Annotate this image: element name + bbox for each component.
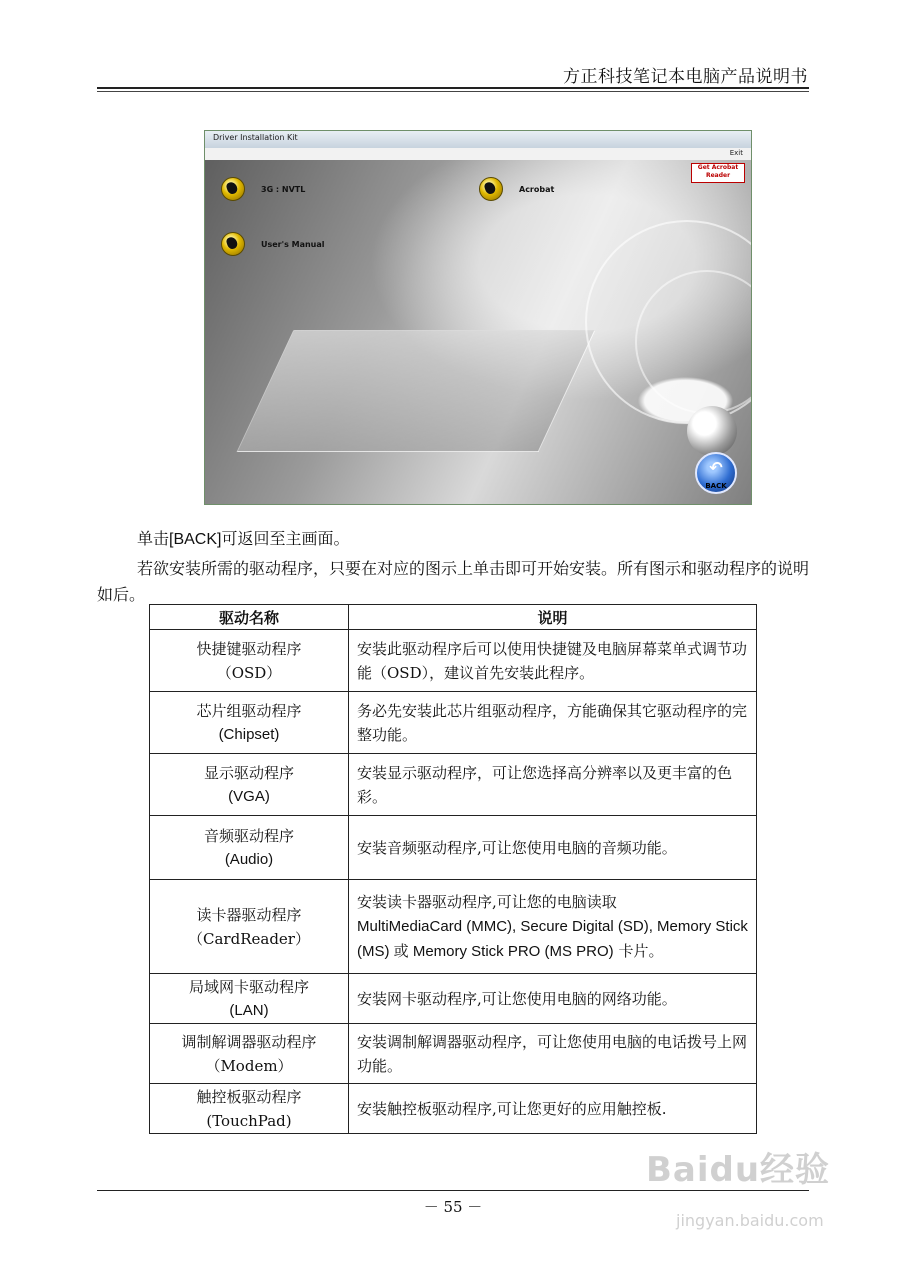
table-row <box>150 692 757 754</box>
back-button-label: BACK <box>705 482 727 490</box>
paragraph-back-instruction <box>137 526 350 553</box>
paragraph-install-instruction: 若欲安装所需的驱动程序，只要在对应的图示上单击即可开始安装。所有图示和驱动程序的说明如后。 <box>97 559 810 604</box>
table-header-cell: 说明 <box>349 605 757 630</box>
globe-icon <box>479 177 503 201</box>
driver-description: 安装网卡驱动程序,可让您使用电脑的网络功能。 <box>349 974 757 1024</box>
driver-name: 音频驱动程序 <box>203 826 294 845</box>
app-item-label: User's Manual <box>261 239 325 249</box>
driver-name: 快捷键驱动程序 <box>196 639 302 658</box>
driver-code: (LAN) <box>229 1001 269 1019</box>
driver-name: 显示驱动程序 <box>203 763 294 782</box>
laptop-graphic <box>237 330 596 452</box>
driver-name-cell <box>150 692 349 754</box>
baidu-watermark <box>646 1150 846 1240</box>
driver-name-cell <box>150 754 349 816</box>
decorative-sphere <box>687 406 737 456</box>
watermark-url: jingyan.baidu.com <box>676 1211 824 1230</box>
table-row <box>150 1084 757 1134</box>
driver-code: (TouchPad) <box>206 1111 292 1130</box>
description-text-en: MultiMediaCard (MMC), Secure Digital (SD), Memory Stick (MS) 或 Memory Stick PRO (MS PRO) <box>357 917 748 960</box>
table-header-cell: 驱动名称 <box>150 605 349 630</box>
driver-code: （OSD） <box>216 663 282 682</box>
driver-name-cell <box>150 1084 349 1134</box>
driver-name-cell <box>150 974 349 1024</box>
driver-code: (Chipset) <box>218 725 280 743</box>
window-titlebar: Driver Installation Kit <box>205 131 751 148</box>
table-row <box>150 974 757 1024</box>
driver-name-cell <box>150 1024 349 1084</box>
driver-description <box>349 880 757 974</box>
description-text: 卡片。 <box>613 941 664 960</box>
header-rule-thin <box>97 91 809 92</box>
driver-name: 触控板驱动程序 <box>196 1087 302 1106</box>
text: 单击 <box>137 529 170 548</box>
globe-icon <box>221 232 245 256</box>
document-header-title: 方正科技笔记本电脑产品说明书 <box>563 67 808 87</box>
window-menubar <box>205 148 751 160</box>
driver-name-cell <box>150 880 349 974</box>
exit-menu-item[interactable]: Exit <box>729 149 743 157</box>
driver-installation-screenshot <box>204 130 752 505</box>
driver-code: （Modem） <box>205 1056 293 1075</box>
acrobat-reader-badge[interactable]: Get Acrobat Reader <box>691 163 745 183</box>
driver-description: 安装触控板驱动程序,可让您更好的应用触控板. <box>349 1084 757 1134</box>
app-item-label: 3G : NVTL <box>261 184 306 194</box>
table-row <box>150 880 757 974</box>
text: 可返回至主画面。 <box>221 529 350 548</box>
back-key-text: [BACK] <box>169 531 222 548</box>
driver-code: (Audio) <box>224 850 274 868</box>
table-row <box>150 754 757 816</box>
driver-name: 局域网卡驱动程序 <box>188 977 309 996</box>
watermark-logo: Baidu经验 <box>646 1150 831 1190</box>
driver-name: 芯片组驱动程序 <box>196 701 302 720</box>
table-row <box>150 816 757 880</box>
driver-description: 安装显示驱动程序，可让您选择高分辨率以及更丰富的色彩。 <box>349 754 757 816</box>
table-row <box>150 630 757 692</box>
globe-icon <box>221 177 245 201</box>
app-item-users-manual[interactable] <box>221 232 325 256</box>
page-number: － 55 － <box>423 1198 483 1216</box>
driver-code: （CardReader） <box>188 929 310 948</box>
app-item-acrobat[interactable] <box>479 177 554 201</box>
driver-description: 安装此驱动程序后可以使用快捷键及电脑屏幕菜单式调节功能（OSD），建议首先安装此程序。 <box>349 630 757 692</box>
driver-description: 安装音频驱动程序,可让您使用电脑的音频功能。 <box>349 816 757 880</box>
app-item-3g-nvtl[interactable] <box>221 177 305 201</box>
driver-code: (VGA) <box>228 787 270 805</box>
table-row <box>150 1024 757 1084</box>
driver-name: 调制解调器驱动程序 <box>181 1032 317 1051</box>
back-arrow-icon: ↶ <box>709 458 723 477</box>
driver-name: 读卡器驱动程序 <box>196 905 302 924</box>
table-header-row <box>150 605 757 630</box>
driver-name-cell <box>150 816 349 880</box>
description-text: 安装读卡器驱动程序,可让您的电脑读取 <box>357 892 617 911</box>
driver-description: 务必先安装此芯片组驱动程序，方能确保其它驱动程序的完整功能。 <box>349 692 757 754</box>
back-button[interactable] <box>695 452 737 494</box>
window-background <box>205 160 751 504</box>
driver-description: 安装调制解调器驱动程序，可让您使用电脑的电话拨号上网功能。 <box>349 1024 757 1084</box>
driver-name-cell <box>150 630 349 692</box>
app-item-label: Acrobat <box>519 184 555 194</box>
driver-table <box>149 604 757 1134</box>
header-rule <box>97 87 809 89</box>
